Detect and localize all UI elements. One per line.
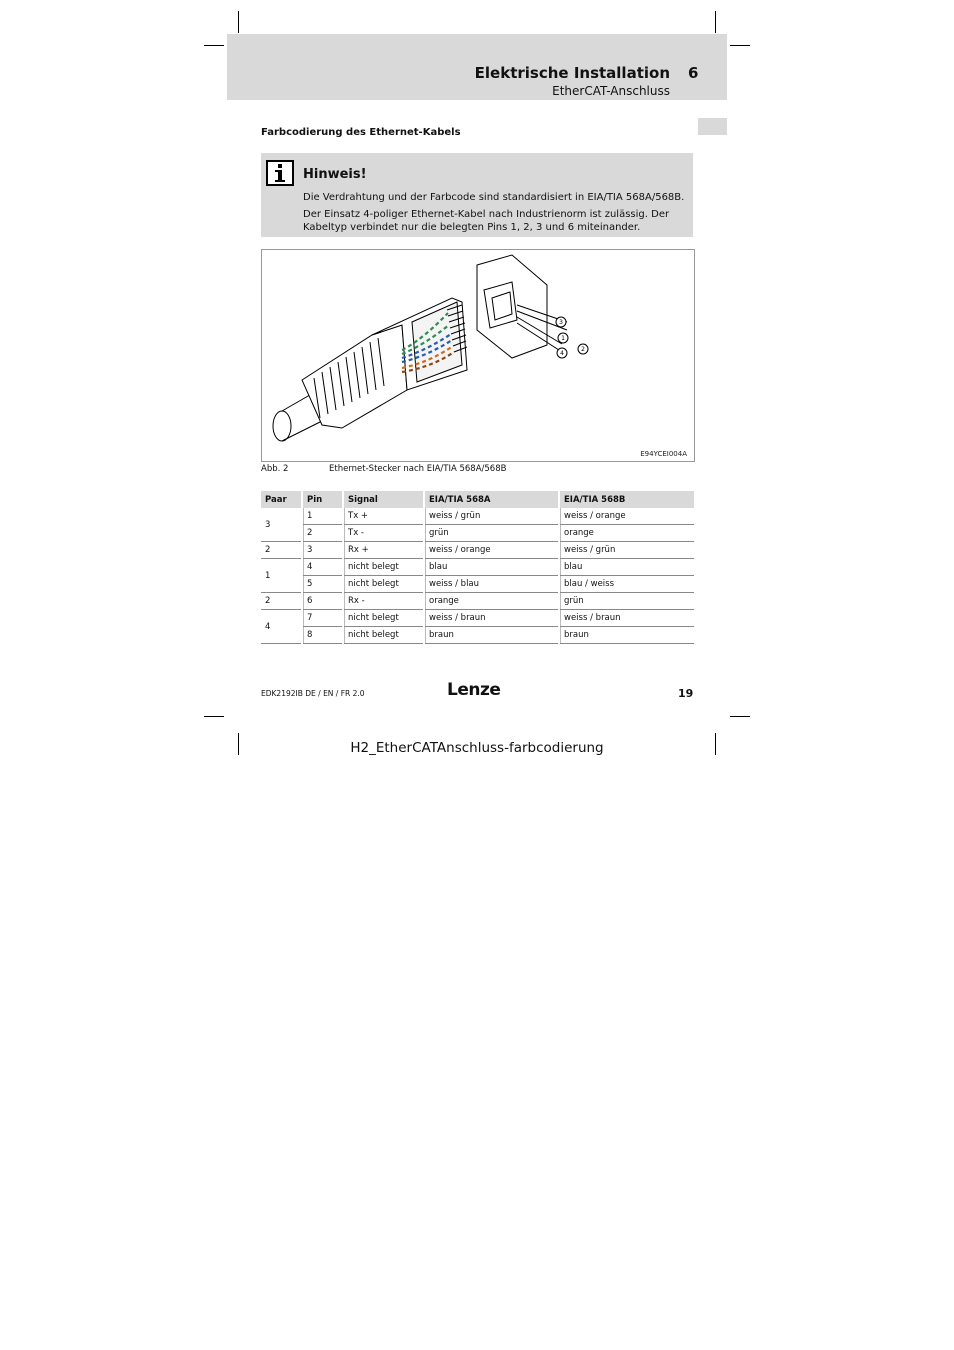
pin-cell: 8: [302, 627, 343, 644]
crop-mark: [715, 11, 716, 33]
pin-cell: 5: [302, 576, 343, 593]
column-header: EIA/TIA 568A: [424, 491, 559, 508]
header-title: Elektrische Installation: [474, 64, 670, 82]
info-icon: [266, 160, 294, 186]
568b-cell: braun: [559, 627, 694, 644]
pair-cell: 4: [261, 610, 302, 644]
table-row: [261, 627, 694, 644]
568a-cell: weiss / blau: [424, 576, 559, 593]
pin-cell: 2: [302, 525, 343, 542]
figure-frame: [261, 249, 695, 462]
568b-cell: blau / weiss: [559, 576, 694, 593]
568a-cell: orange: [424, 593, 559, 610]
column-header: Paar: [261, 491, 302, 508]
crop-mark: [730, 716, 750, 717]
pair-cell: 3: [261, 508, 302, 542]
column-header: EIA/TIA 568B: [559, 491, 694, 508]
note-text: Der Einsatz 4-poliger Ethernet-Kabel nach Industrienorm ist zulässig. Der Kabeltyp verbindet nur die belegten Pins 1, 2, 3 und 6 miteinander.: [303, 209, 670, 233]
crop-mark: [204, 716, 224, 717]
table-row: [261, 610, 694, 627]
pin-cell: 1: [302, 508, 343, 525]
signal-cell: nicht belegt: [343, 627, 424, 644]
568b-cell: orange: [559, 525, 694, 542]
568a-cell: blau: [424, 559, 559, 576]
signal-cell: Rx -: [343, 593, 424, 610]
pair-cell: 1: [261, 559, 302, 593]
568a-cell: weiss / braun: [424, 610, 559, 627]
signal-cell: nicht belegt: [343, 559, 424, 576]
pair-cell: 2: [261, 593, 302, 610]
header-subtitle: EtherCAT-Anschluss: [552, 84, 670, 98]
pin-cell: 7: [302, 610, 343, 627]
column-header: Pin: [302, 491, 343, 508]
pin-callout: 1: [561, 335, 565, 342]
pin-cell: 3: [302, 542, 343, 559]
table-row: [261, 508, 694, 525]
figure-label: Abb. 2: [261, 464, 289, 474]
table-row: [261, 559, 694, 576]
signal-cell: nicht belegt: [343, 576, 424, 593]
pin-callout: 3: [559, 319, 563, 326]
chapter-tab: [698, 118, 727, 135]
table-row: [261, 576, 694, 593]
wiring-table: [261, 491, 694, 644]
crop-mark: [238, 11, 239, 33]
568b-cell: weiss / orange: [559, 508, 694, 525]
signal-cell: Tx -: [343, 525, 424, 542]
chapter-number: 6: [688, 64, 699, 82]
pin-callout: 4: [560, 350, 564, 357]
568a-cell: weiss / orange: [424, 542, 559, 559]
page-number: 19: [678, 687, 694, 700]
figure-code: E94YCEI004A: [640, 450, 687, 458]
crop-mark: [730, 45, 750, 46]
figure-caption: Ethernet-Stecker nach EIA/TIA 568A/568B: [329, 464, 507, 474]
table-row: [261, 525, 694, 542]
568b-cell: weiss / braun: [559, 610, 694, 627]
568a-cell: grün: [424, 525, 559, 542]
signal-cell: Rx +: [343, 542, 424, 559]
pin-callout: 2: [581, 346, 585, 353]
568b-cell: weiss / grün: [559, 542, 694, 559]
pair-cell: 2: [261, 542, 302, 559]
lenze-logo: Lenze: [447, 680, 501, 700]
table-header-row: [261, 491, 694, 508]
568a-cell: braun: [424, 627, 559, 644]
file-label: H2_EtherCATAnschluss-farbcodierung: [350, 740, 604, 756]
pin-cell: 6: [302, 593, 343, 610]
rj45-connector-illustration: [262, 250, 694, 461]
568b-cell: blau: [559, 559, 694, 576]
crop-mark: [204, 45, 224, 46]
note-text: Die Verdrahtung und der Farbcode sind standardisiert in EIA/TIA 568A/568B.: [303, 192, 685, 203]
pin-cell: 4: [302, 559, 343, 576]
table-row: [261, 593, 694, 610]
note-title: Hinweis!: [303, 167, 367, 182]
signal-cell: Tx +: [343, 508, 424, 525]
568a-cell: weiss / grün: [424, 508, 559, 525]
column-header: Signal: [343, 491, 424, 508]
568b-cell: grün: [559, 593, 694, 610]
table-row: [261, 542, 694, 559]
signal-cell: nicht belegt: [343, 610, 424, 627]
footer-doc-id: EDK2192IB DE / EN / FR 2.0: [261, 689, 365, 698]
section-heading: Farbcodierung des Ethernet-Kabels: [261, 127, 461, 138]
